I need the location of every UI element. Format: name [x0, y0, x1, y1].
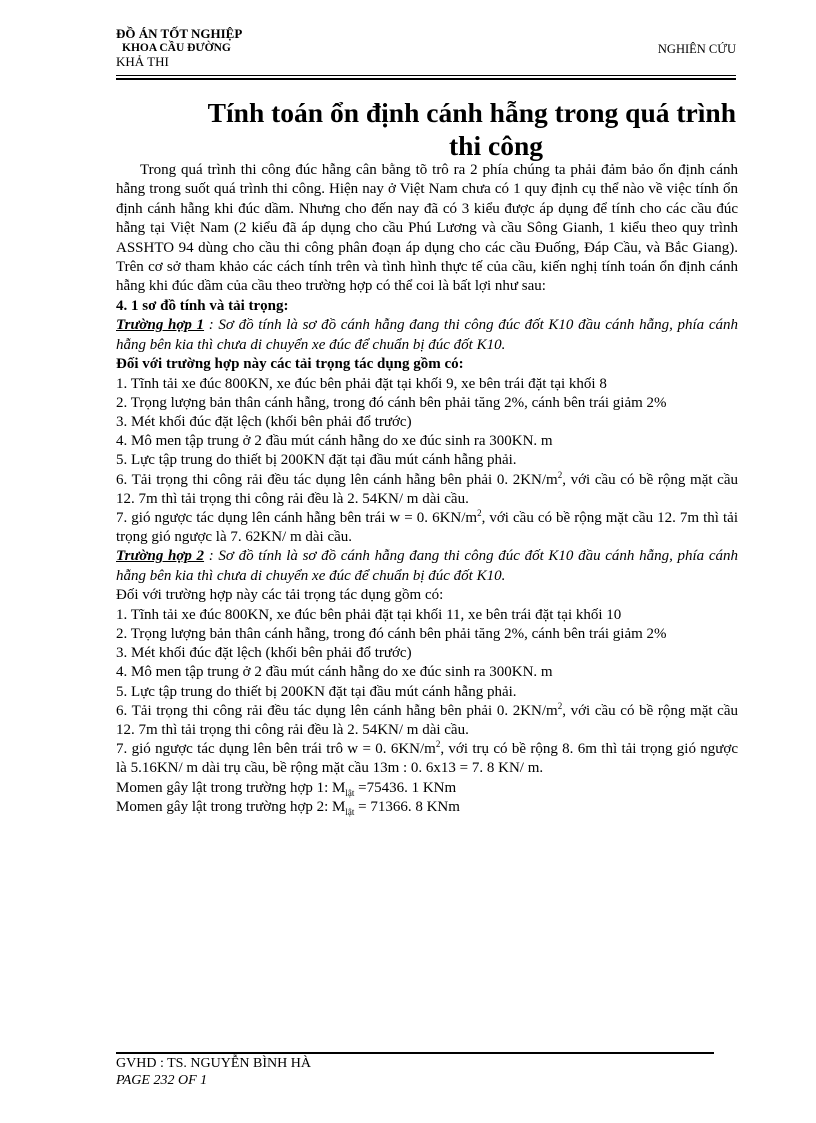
case-2-item-7 [116, 740, 738, 778]
moment-case-1-sub: lật [345, 787, 355, 798]
moment-case-1-value: =75436. 1 KNm [354, 779, 457, 796]
case-1-label: Trường hợp 1 [116, 317, 205, 334]
case-1-item-6 [116, 471, 738, 509]
header-rule-thin [116, 75, 736, 76]
moment-case-2-value: = 71366. 8 KNm [354, 798, 460, 815]
case-2-heading [116, 547, 738, 586]
case-1-item-7-text-a: 7. gió ngược tác dụng lên cánh hẫng bên trái w = 0. 6KN/m [116, 510, 478, 527]
moment-case-2-sub: lật [345, 806, 355, 817]
page-header [116, 26, 736, 68]
case-2-item-6-sup: 2 [557, 700, 563, 711]
case-1-item-6-text-a: 6. Tải trọng thi công rải đều tác dụng lên cánh hẫng bên phải 0. 2KN/m [116, 471, 558, 488]
case-2-item-7-sup: 2 [435, 739, 441, 750]
title-line-2: thi công [449, 130, 543, 161]
case-2-label: Trường hợp 2 [116, 548, 205, 565]
page-footer [116, 1055, 311, 1089]
footer-rule [116, 1052, 714, 1054]
case-1-item-2: 2. Trọng lượng bản thân cánh hẫng, trong đó cánh bên phải tăng 2%, cánh bên trái giảm 2% [116, 394, 667, 411]
case-2-item-3: 3. Mét khối đúc đặt lệch (khối bên phải đổ trước) [116, 645, 412, 662]
footer-advisor: GVHD : TS. NGUYỄN BÌNH HÀ [116, 1056, 311, 1071]
moment-case-2 [116, 798, 738, 817]
title-line-1: Tính toán ổn định cánh hẫng trong quá trình [207, 97, 736, 128]
case-1-item-6-sup: 2 [557, 469, 563, 480]
header-feasibility-label: KHẢ THI [116, 54, 169, 69]
page-title [116, 96, 736, 162]
case-2-item-6-text-b: , với cầu có bề rộng mặt cầu 12. 7m thì tải trọng thi công rải đều là 2. 54KN/ m dài cầu. [116, 702, 738, 738]
header-rule-thick [116, 78, 736, 80]
case-2-item-7-text-b: , với trụ có bề rộng 8. 6m thì tải trọng gió ngược là 5.16KN/ m dài trụ cầu, bề rộng mặt cầu 13m : 0. 6x13 = 7. 8 KN/ m. [116, 741, 739, 777]
case-1-item-7 [116, 509, 738, 547]
case-1-item-6-text-b: , với cầu có bề rộng mặt cầu 12. 7m thì tải trọng thi công rải đều là 2. 54KN/ m dài cầu. [116, 471, 738, 507]
case-2-item-1: 1. Tĩnh tải xe đúc 800KN, xe đúc bên phải đặt tại khối 11, xe bên trái đặt tại khối 10 [116, 606, 622, 623]
case-1-item-7-text-b: , với cầu có bề rộng mặt cầu 12. 7m thì tải trọng gió ngược là 7. 62KN/ m dài cầu. [116, 510, 739, 546]
case-1-description: : Sơ đồ tính là sơ đồ cánh hẫng đang thi công đúc đốt K10 đầu cánh hẫng, phía cánh hẫng bên kia thì chưa di chuyển xe đúc để chuẩn bị đúc đốt K10. [116, 317, 739, 353]
header-project-label: ĐỒ ÁN TỐT NGHIỆP [116, 26, 243, 41]
moment-case-1 [116, 779, 738, 798]
case-2-item-6-text-a: 6. Tải trọng thi công rải đều tác dụng lên cánh hẫng bên phải 0. 2KN/m [116, 702, 558, 719]
case-1-item-5: 5. Lực tập trung do thiết bị 200KN đặt tại đầu mút cánh hẫng phải. [116, 452, 517, 469]
case-2-item-7-text-a: 7. gió ngược tác dụng lên bên trái trô w = 0. 6KN/m [116, 741, 436, 758]
footer-page-number: PAGE 232 OF 1 [116, 1073, 208, 1088]
header-faculty-label: KHOA CẦU ĐƯỜNG [122, 42, 231, 54]
case-1-item-3: 3. Mét khối đúc đặt lệch (khối bên phải đổ trước) [116, 414, 412, 431]
document-body [116, 161, 738, 817]
case-1-item-1: 1. Tĩnh tải xe đúc 800KN, xe đúc bên phải đặt tại khối 9, xe bên trái đặt tại khối 8 [116, 375, 607, 392]
case-2-item-2: 2. Trọng lượng bản thân cánh hẫng, trong đó cánh bên phải tăng 2%, cánh bên trái giảm 2% [116, 625, 667, 642]
header-research-label: NGHIÊN CỨU [657, 42, 736, 56]
case-2-item-5: 5. Lực tập trung do thiết bị 200KN đặt tại đầu mút cánh hẫng phải. [116, 683, 517, 700]
case-2-loads-intro: Đối với trường hợp này các tải trọng tác dụng gồm có: [116, 587, 444, 604]
intro-paragraph: Trong quá trình thi công đúc hẫng cân bằng tõ trô ra 2 phía chúng ta phải đảm bảo ổn định cánh hẫng trong suốt quá trình thi công. Hiện nay ở Việt Nam chưa có 1 quy định cụ thể nào về việc tính ổn định cánh hẫng khi đúc dầm. Nhưng cho đến nay đã có 3 kiểu được áp dụng để tính cho các cầu đúc hẫng tại Việt Nam (2 kiểu đã áp dụng cho cầu Phú Lương và cầu Sông Gianh, 1 kiểu theo quy trình ASSHTO 94 dùng cho cầu thi công phân đoạn áp dụng cho các cầu Đuống, Đáp Cầu, và Bắc Giang). Trên cơ sở tham khảo các cách tính trên và tình hình thực tế của cầu, kiến nghị tính toán ổn định cánh hẫng khi đúc dầm của cầu theo trường hợp có thể coi là bất lợi như sau: [116, 162, 738, 295]
case-2-description: : Sơ đồ tính là sơ đồ cánh hẫng đang thi công đúc đốt K10 đầu cánh hẫng, phía cánh hẫng bên kia thì chưa di chuyển xe đúc để chuẩn bị đúc đốt K10. [116, 548, 739, 584]
section-heading: 4. 1 sơ đồ tính và tải trọng: [116, 297, 289, 314]
case-1-loads-intro: Đối với trường hợp này các tải trọng tác dụng gồm có: [116, 356, 464, 373]
case-1-heading [116, 316, 738, 355]
moment-case-2-text: Momen gây lật trong trường hợp 2: M [116, 798, 346, 815]
case-2-item-4: 4. Mô men tập trung ở 2 đầu mút cánh hẫng do xe đúc sinh ra 300KN. m [116, 664, 553, 681]
case-1-item-7-sup: 2 [477, 508, 482, 519]
case-2-item-6 [116, 702, 738, 740]
case-1-item-4: 4. Mô men tập trung ở 2 đầu mút cánh hẫng do xe đúc sinh ra 300KN. m [116, 433, 553, 450]
moment-case-1-text: Momen gây lật trong trường hợp 1: M [116, 779, 346, 796]
